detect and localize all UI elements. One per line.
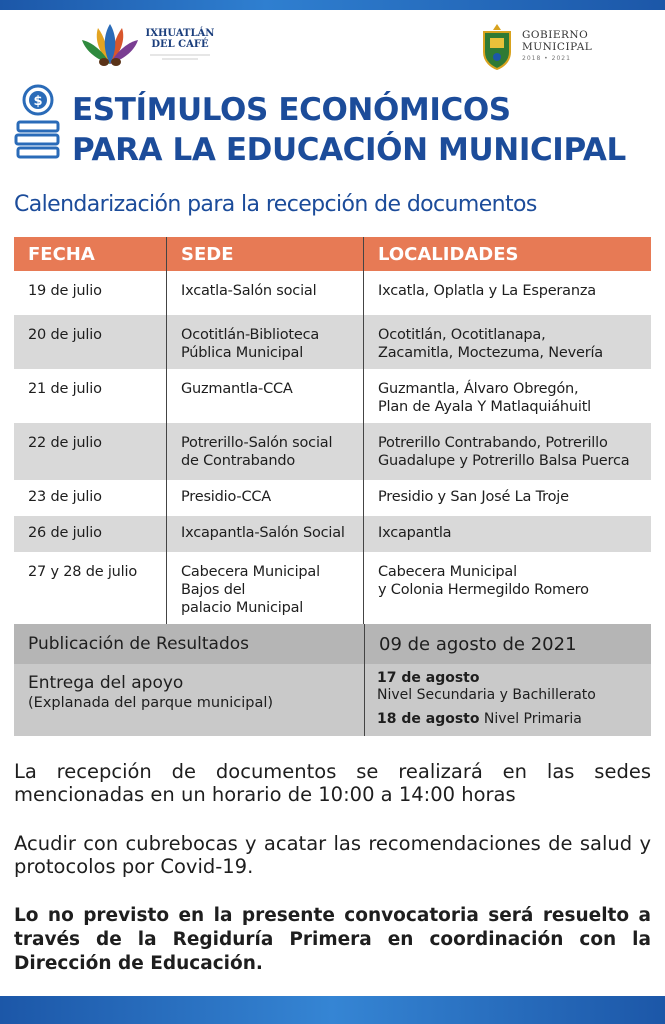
covid-paragraph: Acudir con cubrebocas y acatar las recomendaciones de salud y protocolos por Covid-19. — [14, 832, 651, 878]
row-fecha: 20 de julio — [28, 327, 102, 343]
publicacion-date: 09 de agosto de 2021 — [364, 624, 651, 664]
row-fecha: 19 de julio — [28, 283, 102, 299]
page-title — [72, 90, 626, 170]
row-sede: Ixcatla-Salón social — [166, 271, 364, 315]
row-localidades: Ixcapantla — [378, 525, 452, 541]
row-sede: Presidio-CCA — [166, 480, 364, 516]
row-sede: Cabecera Municipal Bajos del palacio Municipal — [166, 552, 364, 624]
row-localidades: Ocotitlán, Ocotitlanapa, Zacamitla, Moctezuma, Nevería — [378, 327, 603, 361]
row-localidades: Cabecera Municipal y Colonia Hermegildo Romero — [378, 564, 589, 598]
row-sede: Potrerillo-Salón social de Contrabando — [166, 423, 364, 480]
horario-paragraph: La recepción de documentos se realizará en las sedes mencionadas en un horario de 10:00 a 14:00 horas — [14, 760, 651, 806]
row-sede: Ocotitlán-Biblioteca Pública Municipal — [166, 315, 364, 369]
entrega-place: (Explanada del parque municipal) — [28, 695, 274, 711]
row-localidades: Presidio y San José La Troje — [378, 489, 569, 505]
municipal-text: MUNICIPAL — [522, 41, 593, 53]
svg-text:$: $ — [33, 94, 43, 109]
bottom-color-band — [0, 996, 665, 1024]
municipal-crest-icon — [478, 22, 516, 70]
logo-tagline-decoration — [142, 52, 218, 63]
publicacion-row — [14, 624, 651, 664]
row-fecha: 23 de julio — [28, 489, 102, 505]
row-localidades: Potrerillo Contrabando, Potrerillo Guadalupe y Potrerillo Balsa Puerca — [378, 435, 630, 469]
row-sede: Guzmantla-CCA — [166, 369, 364, 423]
row-fecha: 22 de julio — [28, 435, 102, 451]
row-fecha: 21 de julio — [28, 381, 102, 397]
period-years: 2018 • 2021 — [522, 55, 571, 62]
logo-name-line2: DEL CAFÉ — [151, 39, 209, 50]
table-row — [14, 369, 651, 423]
disclaimer-paragraph: Lo no previsto en la presente convocatoria será resuelto a través de la Regiduría Primera en coordinación con la Dirección de Educación. — [14, 905, 651, 974]
header-localidades: LOCALIDADES — [378, 243, 519, 265]
row-localidades: Guzmantla, Álvaro Obregón, Plan de Ayala Y Matlaquiáhuitl — [378, 381, 592, 415]
logo-name-line1: IXHUATLÁN — [145, 28, 215, 39]
table-row — [14, 271, 651, 315]
entrega-date-2: 18 de agosto — [377, 711, 480, 727]
coffee-flower-logo-icon — [80, 24, 140, 68]
title-line2: PARA LA EDUCACIÓN MUNICIPAL — [72, 132, 626, 168]
schedule-table — [14, 237, 651, 736]
entrega-level-1: Nivel Secundaria y Bachillerato — [377, 687, 596, 703]
row-sede: Ixcapantla-Salón Social — [166, 516, 364, 552]
table-header — [14, 237, 651, 271]
header-sede: SEDE — [166, 237, 364, 271]
entrega-dates — [364, 664, 651, 736]
row-fecha: 27 y 28 de julio — [28, 564, 137, 580]
entrega-row — [14, 664, 651, 736]
table-row — [14, 423, 651, 480]
title-line1: ESTÍMULOS ECONÓMICOS — [72, 92, 511, 128]
row-fecha: 26 de julio — [28, 525, 102, 541]
row-localidades: Ixcatla, Oplatla y La Esperanza — [378, 283, 596, 299]
publicacion-label: Publicación de Resultados — [28, 634, 250, 654]
page-subtitle: Calendarización para la recepción de documentos — [14, 192, 537, 217]
table-row — [14, 516, 651, 552]
entrega-date-1: 17 de agosto — [377, 670, 480, 686]
ixhuatlan-logo — [80, 22, 220, 70]
table-row — [14, 552, 651, 624]
entrega-label: Entrega del apoyo — [28, 673, 184, 693]
gobierno-municipal-logo — [478, 22, 598, 70]
table-row — [14, 315, 651, 369]
top-color-band — [0, 0, 665, 10]
table-row — [14, 480, 651, 516]
entrega-level-2: Nivel Primaria — [479, 711, 582, 727]
gobierno-text: GOBIERNO — [522, 29, 589, 41]
header-fecha: FECHA — [28, 243, 95, 265]
coin-books-icon — [14, 84, 62, 168]
